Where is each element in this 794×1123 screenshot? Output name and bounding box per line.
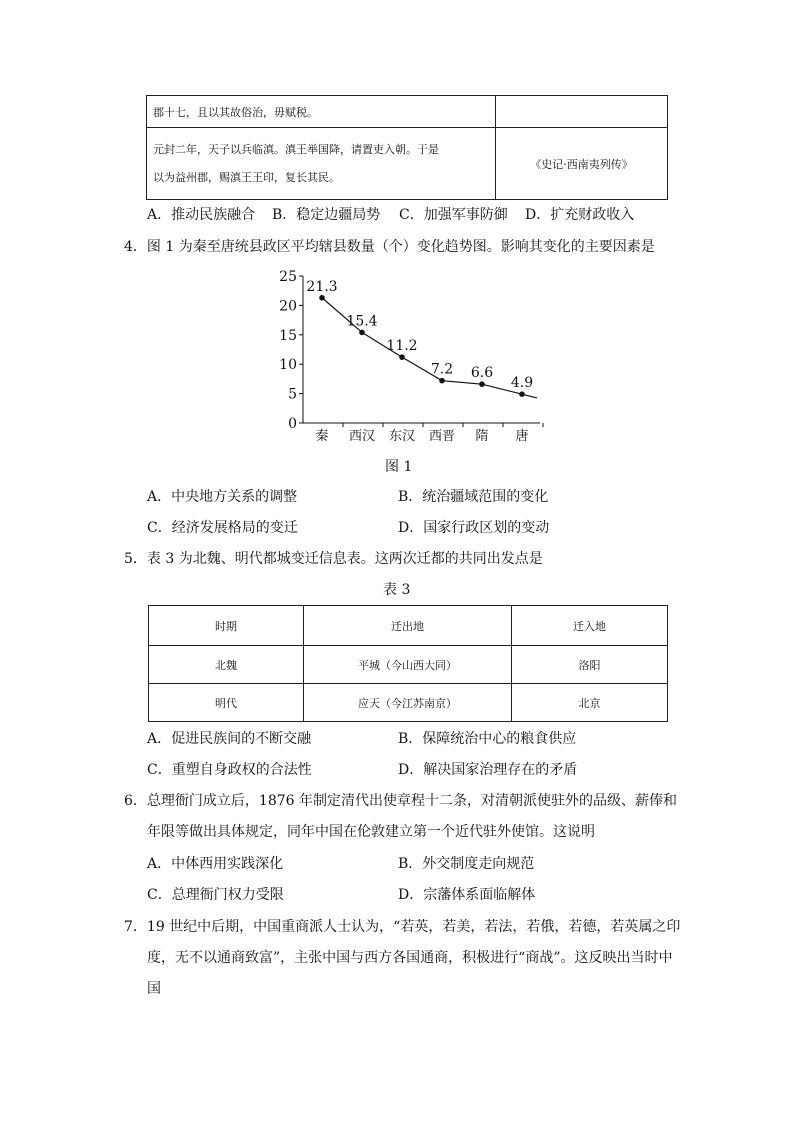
- q3-option-c[interactable]: C．加强军事防御: [399, 207, 508, 223]
- q7-stem-line3: 国: [147, 981, 161, 997]
- table-cell: 平城（今山西大同）: [304, 646, 512, 684]
- q3-option-a[interactable]: A．推动民族融合: [147, 207, 256, 223]
- q4-option-a[interactable]: A．中央地方关系的调整: [147, 489, 298, 505]
- q6-stem-line1: 6．总理衙门成立后，1876 年制定清代出使章程十二条，对清朝派使驻外的品级、薪俸和: [124, 793, 677, 809]
- data-point: [399, 354, 405, 360]
- line-chart: [270, 266, 550, 446]
- data-label: 21.3: [306, 278, 338, 295]
- y-tick-label: 0: [288, 416, 297, 432]
- q4-stem: 4．图 1 为秦至唐统县政区平均辖县数量（个）变化趋势图。影响其变化的主要因素是: [124, 239, 655, 255]
- q6-option-c[interactable]: C．总理衙门权力受限: [147, 887, 284, 903]
- data-label: 15.4: [346, 313, 378, 330]
- data-point: [319, 295, 325, 301]
- data-label: 7.2: [430, 361, 454, 378]
- x-tick-label: 唐: [515, 429, 529, 444]
- q6-option-b[interactable]: B．外交制度走向规范: [398, 856, 535, 872]
- x-tick-label: 西晋: [428, 429, 456, 444]
- header-cell: 迁出地: [304, 606, 512, 646]
- table-row: [149, 646, 668, 684]
- y-tick-label: 10: [279, 357, 297, 374]
- source-cell: 《史记·西南夷列传》: [496, 128, 668, 200]
- q5-option-b[interactable]: B．保障统治中心的粮食供应: [398, 731, 577, 747]
- data-label: 11.2: [386, 338, 418, 355]
- table-cell: 北京: [512, 684, 668, 722]
- table-row: [149, 684, 668, 722]
- y-tick-label: 20: [279, 298, 297, 315]
- x-tick-label: 东汉: [388, 429, 416, 444]
- x-tick-label: 隋: [475, 429, 489, 444]
- data-point: [519, 391, 525, 397]
- x-tick-label: 西汉: [348, 429, 376, 444]
- capital-table: [148, 605, 668, 722]
- data-label: 4.9: [510, 375, 534, 392]
- header-cell: 迁入地: [512, 606, 668, 646]
- data-label: 6.6: [470, 365, 494, 382]
- table-cell: 应天（今江苏南京）: [304, 684, 512, 722]
- q7-stem-line2: 度，无不以通商致富”，主张中国与西方各国通商，积极进行“商战”。这反映出当时中: [147, 950, 673, 966]
- y-tick-label: 15: [279, 327, 297, 344]
- table-cell: 明代: [149, 684, 304, 722]
- q4-option-c[interactable]: C．经济发展格局的变迁: [147, 520, 298, 536]
- q4-option-d[interactable]: D．国家行政区划的变动: [398, 520, 550, 536]
- table-cell: 洛阳: [512, 646, 668, 684]
- header-cell: 时期: [149, 606, 304, 646]
- data-point: [439, 378, 445, 384]
- y-tick-label: 25: [279, 269, 297, 285]
- data-point: [479, 381, 485, 387]
- source-text-cell: 元封二年，天子以兵临滇。滇王举国降，请置吏入朝。于是 以为益州郡，赐滇王王印，复长其民。: [147, 128, 496, 200]
- q5-option-a[interactable]: A．促进民族间的不断交融: [147, 731, 312, 747]
- q3-option-b[interactable]: B．稳定边疆局势: [272, 207, 381, 223]
- table-cell: 北魏: [149, 646, 304, 684]
- chart-axes: [303, 276, 540, 423]
- q5-option-c[interactable]: C．重塑自身政权的合法性: [147, 762, 312, 778]
- q6-option-a[interactable]: A．中体西用实践深化: [147, 856, 284, 872]
- source-text-cell: 郡十七，且以其故俗治，毋赋税。: [147, 96, 496, 128]
- q5-option-d[interactable]: D．解决国家治理存在的矛盾: [398, 762, 578, 778]
- q6-option-d[interactable]: D．宗藩体系面临解体: [398, 887, 536, 903]
- table-header-row: [149, 606, 668, 646]
- q7-stem-line1: 7．19 世纪中后期，中国重商派人士认为，“若英，若美，若法，若俄，若德，若英属之印: [124, 919, 681, 935]
- q3-option-d[interactable]: D．扩充财政收入: [525, 207, 635, 223]
- x-tick-label: 秦: [315, 429, 329, 444]
- data-point: [359, 330, 365, 336]
- y-tick-label: 5: [288, 386, 297, 403]
- table-title: 表 3: [383, 582, 411, 598]
- q4-option-b[interactable]: B．统治疆域范围的变化: [398, 489, 549, 505]
- q6-stem-line2: 年限等做出具体规定，同年中国在伦敦建立第一个近代驻外使馆。这说明: [147, 824, 595, 840]
- figure-caption: 图 1: [385, 459, 413, 475]
- source-cell: [496, 96, 668, 128]
- q5-stem: 5．表 3 为北魏、明代都城变迁信息表。这两次迁都的共同出发点是: [124, 551, 543, 567]
- source-excerpt-table: [146, 95, 668, 200]
